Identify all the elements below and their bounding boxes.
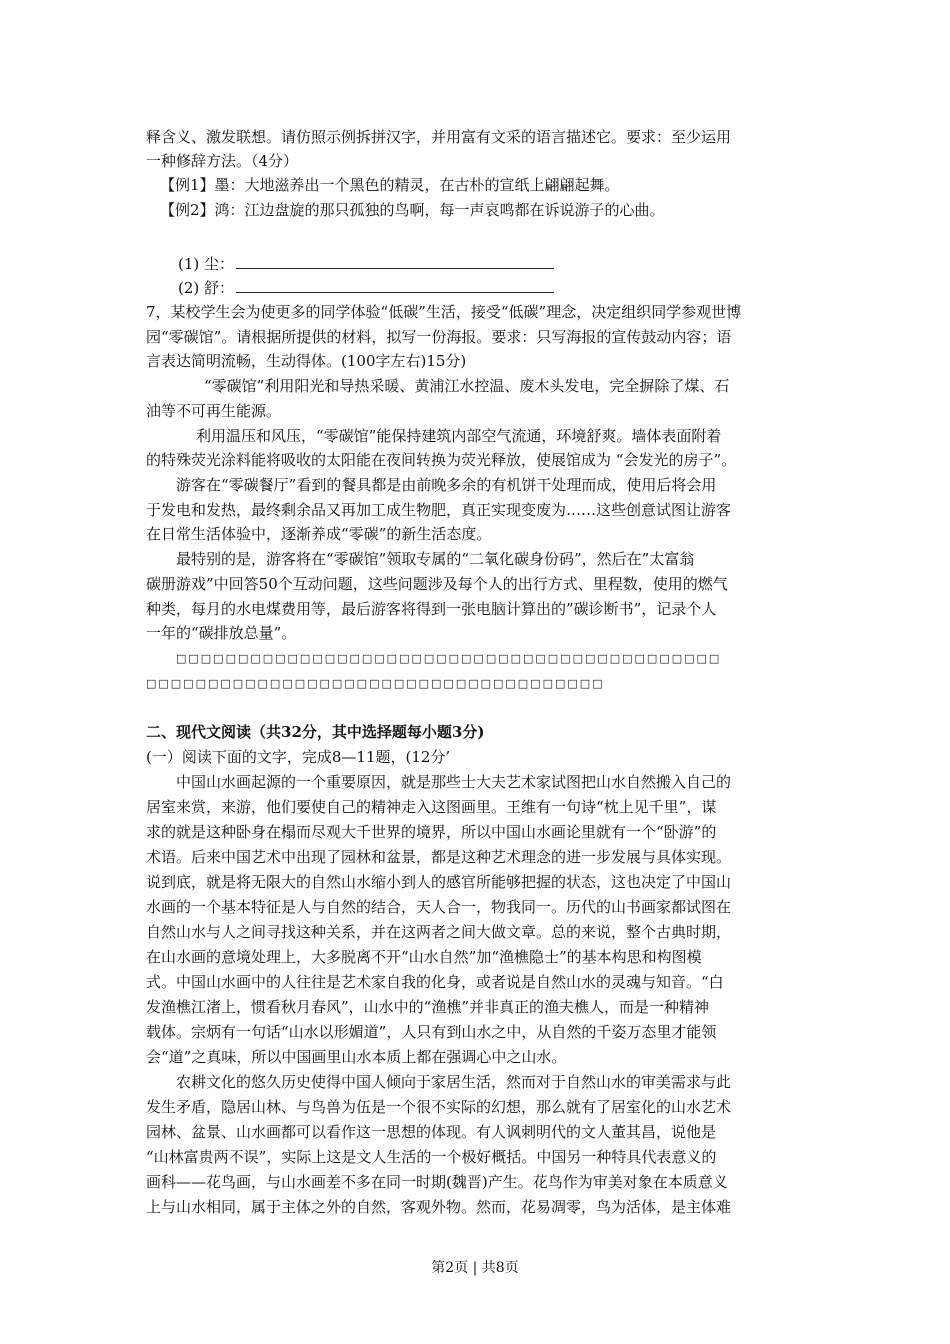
q6-blank-2 bbox=[178, 276, 840, 300]
passage-line: 农耕文化的悠久历史使得中国人倾向于家居生活，然而对于自然山水的审美需求与此 bbox=[176, 1073, 732, 1091]
q7-line: 7，某校学生会为使更多的同学体验“低碳”生活，接受“低碳”理念，决定组织同学参观世博 bbox=[146, 303, 742, 321]
q7-material-line: 游客在“零碳餐厅”看到的餐具都是由前晚多余的有机饼干处理而成，使用后将会用 bbox=[176, 476, 717, 494]
answer-box-row: □□□□□□□□□□□□□□□□□□□□□□□□□□□□□□□□□□□□□ bbox=[146, 677, 605, 690]
q7-line: 园“零碳馆”。请根据所提供的材料，拟写一份海报。要求：只写海报的宣传鼓动内容；语 bbox=[146, 328, 732, 346]
q6-example-1: 【例1】墨：大地滋养出一个黑色的精灵，在古朴的宣纸上翩翩起舞。 bbox=[160, 176, 620, 194]
answer-box-row: □□□□□□□□□□□□□□□□□□□□□□□□□□□□□□□□□□□□□□□□□□□□ bbox=[176, 652, 722, 665]
q6-blank-1 bbox=[178, 252, 840, 276]
q7-material-line: 种类，每月的水电煤费用等，最后游客将得到一张电脑计算出的”碳诊断书”，记录个人 bbox=[146, 600, 717, 618]
section-heading: 二、现代文阅读（共32分，其中选择题每小题3分) bbox=[146, 723, 485, 741]
passage-line: 求的就是这种卧身在榻而尽观大千世界的境界，所以中国山水画论里就有一个“卧游”的 bbox=[146, 823, 717, 841]
passage-line: 说到底，就是将无限大的自然山水缩小到人的感官所能够把握的状态，这也决定了中国山 bbox=[146, 873, 732, 891]
passage-line: “山林富贵两不误”，实际上这是文人生活的一个极好概括。中国另一种特具代表意义的 bbox=[146, 1148, 717, 1166]
passage-line: 中国山水画起源的一个重要原因，就是那些士大夫艺术家试图把山水自然搬入自己的 bbox=[176, 773, 732, 791]
q6-example-2: 【例2】鸿：江边盘旋的那只孤独的鸟啊，每一声哀鸣都在诉说游子的心曲。 bbox=[160, 201, 665, 219]
passage-line: 发渔樵江渚上，惯看秋月春风”，山水中的“渔樵”并非真正的渔夫樵人，而是一种精神 bbox=[146, 998, 710, 1016]
passage-line: 居室来赏，来游，他们要使自己的精神走入这图画里。王维有一句诗“枕上见千里”，谋 bbox=[146, 798, 717, 816]
passage-line: 式。中国山水画中的人往往是艺术家自我的化身，或者说是自然山水的灵魂与知音。“白 bbox=[146, 973, 724, 991]
page-footer: 第2页 | 共8页 bbox=[431, 1260, 519, 1276]
answer-line bbox=[236, 254, 554, 269]
q6-blank-2-label: (2) 舒： bbox=[178, 279, 235, 297]
passage-line: 自然山水与人之间寻找这种关系，并在这两者之间大做文章。总的来说，整个古典时期， bbox=[146, 923, 732, 941]
passage-line: 载体。宗炳有一句话“山水以形媚道”，人只有到山水之中，从自然的千姿万态里才能领 bbox=[146, 1023, 717, 1041]
q7-material-line: 于发电和发热，最终剩余品又再加工成生物肥，真正实现变废为……这些创意试图让游客 bbox=[146, 501, 732, 519]
answer-line bbox=[236, 278, 554, 293]
q7-material-line: 在日常生活体验中，逐渐养成“零碳”的新生活态度。 bbox=[146, 525, 492, 543]
passage-line: 会“道”之真味，所以中国画里山水本质上都在强调心中之山水。 bbox=[146, 1048, 567, 1066]
section-subheading: (一）阅读下面的文字，完成8—11题，(12分’ bbox=[146, 748, 451, 766]
passage-line: 术语。后来中国艺术中出现了园林和盆景，都是这种艺术理念的进一步发展与具体实现。 bbox=[146, 848, 732, 866]
passage-line: 园林、盆景、山水画都可以看作这一思想的体现。有人讽刺明代的文人董其昌，说他是 bbox=[146, 1123, 717, 1141]
q6-blank-1-label: (1) 尘： bbox=[178, 255, 235, 273]
q7-material-line: “零碳馆”利用阳光和导热采暖、黄浦江水控温、废木头发电，完全摒除了煤、石 bbox=[204, 377, 730, 395]
q7-material-line: 最特别的是，游客将在“零碳馆”领取专属的“二氧化碳身份码”，然后在”太富翁 bbox=[176, 550, 695, 568]
passage-line: 在山水画的意境处理上，大多脱离不开“山水自然”加“渔樵隐士”的基本构思和构图模 bbox=[146, 948, 702, 966]
q7-line: 言表达简明流畅，生动得体。(100字左右)15分) bbox=[146, 352, 467, 370]
q7-material-line: 油等不可再生能源。 bbox=[146, 402, 282, 420]
passage-line: 画科——花鸟画，与山水画差不多在同一时期(魏晋)产生。花鸟作为审美对象在本质意义 bbox=[146, 1173, 728, 1191]
q7-material-line: 一年的“碳排放总量”。 bbox=[146, 624, 297, 642]
passage-line: 水画的一个基本特征是人与自然的结合，天人合一，物我同一。历代的山书画家都试图在 bbox=[146, 898, 732, 916]
passage-line: 发生矛盾，隐居山林、与鸟兽为伍是一个很不实际的幻想，那么就有了居室化的山水艺术 bbox=[146, 1098, 732, 1116]
q7-material-line: 碳册游戏”中回答50个互动问题，这些问题涉及每个人的出行方式、里程数，使用的燃气 bbox=[146, 575, 728, 593]
q6-line: 一种修辞方法。（4分） bbox=[146, 152, 299, 170]
q7-material-line: 利用温压和风压，“零碳馆”能保持建筑内部空气流通，环境舒爽。墙体表面附着 bbox=[196, 427, 722, 445]
passage-line: 上与山水相同，属于主体之外的自然，客观外物。然而，花易凋零，鸟为活体，是主体难 bbox=[146, 1198, 732, 1216]
q6-line: 释含义、激发联想。请仿照示例拆拼汉字，并用富有文采的语言描述它。要求：至少运用 bbox=[146, 128, 732, 146]
q7-material-line: 的特殊荧光涂料能将吸收的太阳能在夜间转换为荧光释放，使展馆成为 “会发光的房子”。 bbox=[146, 451, 737, 469]
